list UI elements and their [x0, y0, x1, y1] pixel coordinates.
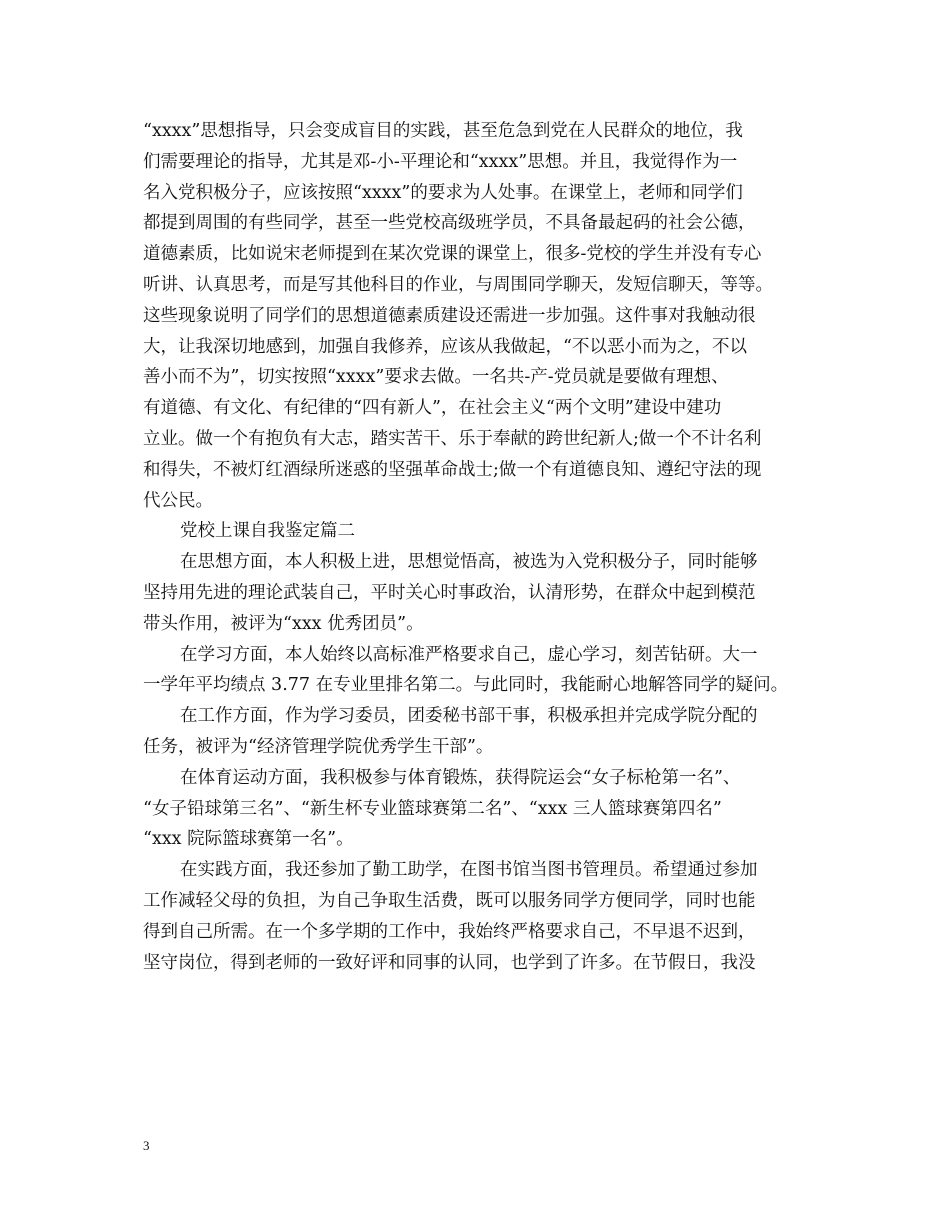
page-number: 3	[143, 1138, 150, 1153]
paragraph-start-line: 在学习方面，本人始终以高标准严格要求自己，虚心学习，刻苦钻研。大一	[180, 644, 758, 665]
text-line: “xxxx”思想指导，只会变成盲目的实践，甚至危急到党在人民群众的地位，我	[143, 121, 743, 141]
text-line: 一学年平均绩点 3.77 在专业里排名第二。与此同时，我能耐心地解答同学的疑问。	[143, 675, 789, 696]
paragraph-start-line: 在实践方面，我还参加了勤工助学，在图书馆当图书管理员。希望通过参加	[180, 860, 758, 881]
paragraph-start-line: 党校上课自我鉴定篇二	[180, 521, 355, 542]
text-line: 道德素质，比如说宋老师提到在某次党课的课堂上，很多-党校的学生并没有专心	[143, 244, 762, 265]
text-line: 善小而不为”，切实按照“xxxx”要求去做。一名共-产-党员就是要做有理想、	[143, 367, 729, 388]
text-line: 带头作用，被评为“xxx 优秀团员”。	[143, 613, 424, 634]
text-line: 都提到周围的有些同学，甚至一些党校高级班学员，不具备最起码的社会公德，	[143, 213, 756, 234]
text-line: 任务，被评为“经济管理学院优秀学生干部”。	[143, 736, 494, 757]
text-line: 工作减轻父母的负担，为自己争取生活费，既可以服务同学方便同学，同时也能	[143, 890, 756, 911]
text-line: “女子铅球第三名”、“新生杯专业篮球赛第二名”、“xxx 三人篮球赛第四名”	[143, 798, 722, 819]
text-line: 坚守岗位，得到老师的一致好评和同事的认同，也学到了许多。在节假日，我没	[143, 952, 756, 973]
text-line: 大，让我深切地感到，加强自我修养，应该从我做起，“不以恶小而为之，不以	[143, 336, 747, 357]
text-line: 立业。做一个有抱负有大志，踏实苦干、乐于奉献的跨世纪新人;做一个不计名利	[143, 428, 762, 449]
text-line: 这些现象说明了同学们的思想道德素质建设还需进一步加强。这件事对我触动很	[143, 305, 756, 326]
text-line: 们需要理论的指导，尤其是邓-小-平理论和“xxxx”思想。并且，我觉得作为一	[143, 151, 738, 172]
text-line: 坚持用先进的理论武装自己，平时关心时事政治，认清形势，在群众中起到模范	[143, 582, 756, 603]
text-line: 有道德、有文化、有纪律的“四有新人”，在社会主义“两个文明”建设中建功	[143, 398, 722, 419]
text-line: 得到自己所需。在一个多学期的工作中，我始终严格要求自己，不早退不迟到，	[143, 921, 756, 942]
text-line: 代公民。	[143, 490, 213, 511]
text-line: 听讲、认真思考，而是写其他科目的作业，与周围同学聊天，发短信聊天，等等。	[143, 274, 773, 295]
text-line: 和得失，不被灯红酒绿所迷惑的坚强革命战士;做一个有道德良知、遵纪守法的现	[143, 459, 762, 480]
paragraph-start-line: 在工作方面，作为学习委员，团委秘书部干事，积极承担并完成学院分配的	[180, 706, 758, 727]
paragraph-start-line: 在体育运动方面，我积极参与体育锻炼，获得院运会“女子标枪第一名”、	[180, 767, 741, 788]
paragraph-start-line: 在思想方面，本人积极上进，思想觉悟高，被选为入党积极分子，同时能够	[180, 552, 758, 573]
text-line: 名入党积极分子，应该按照“xxxx”的要求为人处事。在课堂上，老师和同学们	[143, 182, 743, 203]
text-line: “xxx 院际篮球赛第一名”。	[143, 829, 354, 850]
document-body	[143, 116, 823, 978]
